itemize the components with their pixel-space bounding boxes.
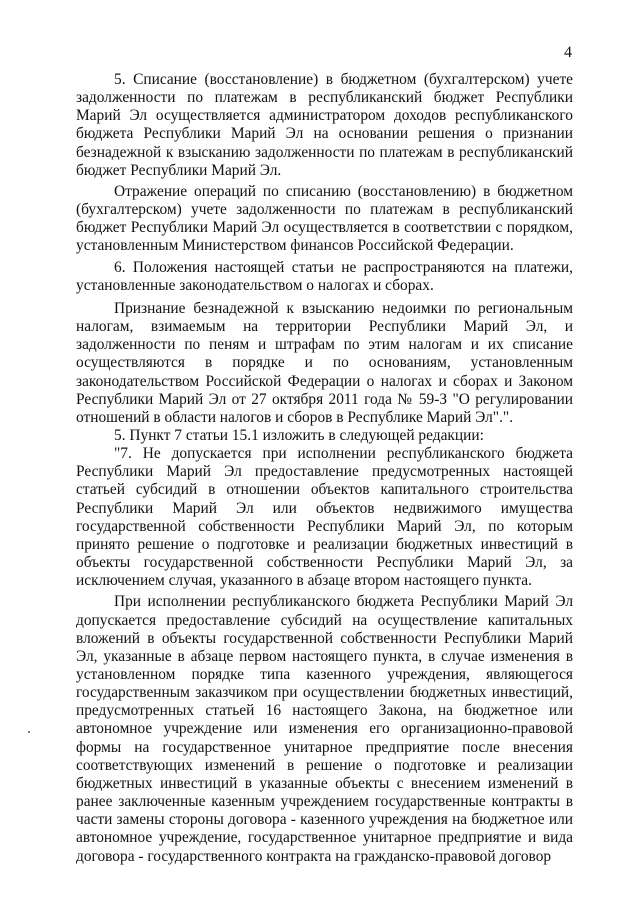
- paragraph-amendment-5: 5. Пункт 7 статьи 15.1 изложить в следующей редакции:: [114, 426, 484, 444]
- paragraph-operations-reflection: Отражение операций по списанию (восстановлению) в бюджетном (бухгалтерском) учете задолженности по платежам в республиканский бюджет Республики Марий Эл осуществляется в соответствии с порядком, установленным Министерством финансов Российской Федерации.: [76, 182, 573, 255]
- paragraph-clause-7: "7. Не допускается при исполнении республиканского бюджета Республики Марий Эл предоставление предусмотренных настоящей статьей субсидий в отношении объектов капитального строительства Республики Марий Эл или объектов недвижимого имущества государственной собственности Республики Марий Эл, по которым принято решение о подготовке и реализации бюджетных инвестиций в объекты государственной собственности Республики Марий Эл, за исключением случая, указанного в абзаце втором настоящего пункта.: [76, 445, 573, 590]
- paragraph-5-write-off: 5. Списание (восстановление) в бюджетном (бухгалтерском) учете задолженности по платежам в республиканский бюджет Республики Марий Эл осуществляется администратором доходов республиканского бюджета Республики Марий Эл на основании решения о признании безнадежной к взысканию задолженности по платежам в республиканский бюджет Республики Марий Эл.: [76, 71, 573, 179]
- page-number: 4: [564, 44, 572, 61]
- document-body: [76, 71, 573, 866]
- scan-mark: [28, 731, 30, 733]
- paragraph-tax-arrears: Признание безнадежной к взысканию недоимки по региональным налогам, взимаемым на территории Республики Марий Эл, и задолженности по пеням и штрафам по этим налогам и их списание осуществляются в порядке и по основаниям, установленным законодательством Российской Федерации о налогах и сборах и Законом Республики Марий Эл от 27 октября 2011 года № 59-З "О регулировании отношений в области налогов и сборов в Республике Марий Эл".".: [76, 299, 573, 426]
- paragraph-6-exceptions: 6. Положения настоящей статьи не распространяются на платежи, установленные законодательством о налогах и сборах.: [76, 258, 573, 294]
- paragraph-budget-execution: При исполнении республиканского бюджета Республики Марий Эл допускается предоставление субсидий на осуществление капитальных вложений в объекты государственной собственности Республики Марий Эл, указанные в абзаце первом настоящего пункта, в случае изменения в установленном порядке типа казенного учреждения, являющегося государственным заказчиком при осуществлении бюджетных инвестиций, предусмотренных статьей 16 настоящего Закона, на бюджетное или автономное учреждение или изменения его организационно-правовой формы на государственное унитарное предприятие после внесения соответствующих изменений в решение о подготовке и реализации бюджетных инвестиций в указанные объекты с внесением изменений в ранее заключенные казенным учреждением государственные контракты в части замены стороны договора - казенного учреждения на бюджетное или автономное учреждение, государственное унитарное предприятие и вида договора - государственного контракта на гражданско-правовой договор: [76, 593, 573, 865]
